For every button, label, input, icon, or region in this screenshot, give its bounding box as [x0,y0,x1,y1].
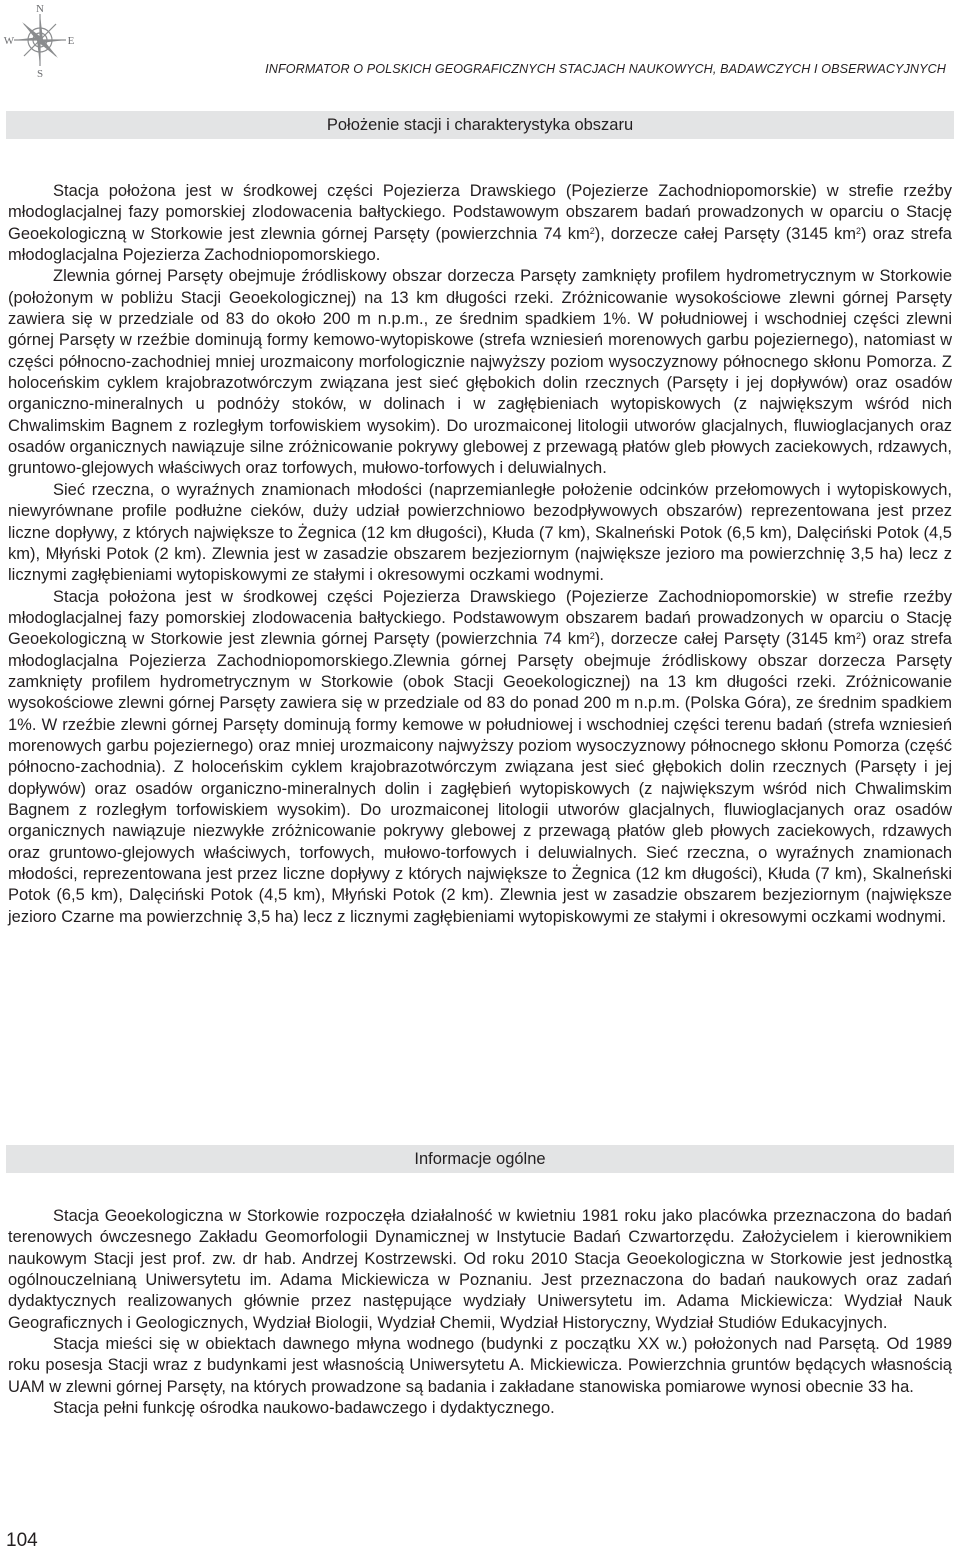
superscript: 2 [589,225,595,236]
section-body-location [8,181,952,928]
paragraph: Sieć rzeczna, o wyraźnych znamionach młodości (naprzemianległe położenie odcinków przełomowych i wytopiskowych, niewyrównane profile podłużne cieków, duży udział powierzchniowo bezodpływowych obszarów) reprezentowana jest przez liczne dopływy, z których największe to Żegnica (12 km długości), Kłuda (7 km), Skalneński Potok (6,5 km), Dalęciński Potok (4,5 km), Młyński Potok (2 km). Zlewnia jest w zasadzie obszarem bezjeziornym (największe jezioro ma powierzchnię 3,5 ha) lecz z licznymi zagłębieniami wytopiskowymi ze stałymi i okresowymi oczkami wodnymi. [8,480,952,585]
superscript: 2 [856,225,862,236]
running-header: INFORMATOR O POLSKICH GEOGRAFICZNYCH STACJACH NAUKOWYCH, BADAWCZYCH I OBSERWACYJNYCH [265,62,946,76]
text-run: ) oraz strefa młodoglacjalna Pojezierza Zachodniopomorskiego. [8,224,952,265]
compass-e-label: E [67,35,75,47]
text-run: ), dorzecze całej Parsęty (3145 km [594,630,857,649]
section-heading-location: Położenie stacji i charakterystyka obszaru [6,111,954,139]
paragraph: Stacja Geoekologiczna w Storkowie rozpoczęła działalność w kwietniu 1981 roku jako placówka przeznaczona do badań terenowych ówczesnego Zakładu Geomorfologii Dynamicznej w Instytucie Badań Czwartorzędu. Założycielem i kierownikiem naukowym Stacji jest prof. zw. dr hab. Andrzej Kostrzewski. Od roku 2010 Stacja Geoekologiczna w Storkowie jest jednostką ogólnouczelnianą Uniwersytetu im. Adama Mickiewicza w Poznaniu. Jest przeznaczona do badań naukowych oraz zadań dydaktycznych realizowanych głównie przez następujące wydziały Uniwersytetu im. Adama Mickiewicza: Wydział Nauk Geograficznych i Geologicznych, Wydział Biologii, Wydział Chemii, Wydział Historyczny, Wydział Studiów Edukacyjnych. [8,1207,952,1332]
text-run: Stacja położona jest w środkowej części Pojezierza Drawskiego (Pojezierze Zachodniopomorskie) w strefie rzeźby młodoglacjalnej fazy pomorskiej zlodowacenia bałtyckiego. Podstawowym obszarem badań prowadzonych w oparciu o Stację Geoekologiczną w Storkowie jest zlewnia górnej Parsęty (powierzchnia 74 km [8,587,952,649]
compass-s-label: S [36,68,44,80]
text-run: Stacja położona jest w środkowej części Pojezierza Drawskiego (Pojezierze Zachodniopomorskie) w strefie rzeźby młodoglacjalnej fazy pomorskiej zlodowacenia bałtyckiego. Podstawowym obszarem badań prowadzonych w oparciu o Stację Geoekologiczną w Storkowie jest zlewnia górnej Parsęty (powierzchnia 74 km [8,182,952,243]
text-run: ) oraz strefa młodoglacjalna Pojezierza Zachodniopomorskiego.Zlewnia górnej Parsęty obejmuje źródliskowy obszar dorzecza Parsęty zamknięty profilem hydrometrycznym w Storkowie (obok Stacji Geoekologicznej) na 13 km długości rzeki. Zróżnicowanie wysokościowe zlewni górnej Parsęty zawiera się w przedziale od 83 do ponad 200 m n.p.m. (Polska Góra), ze średnim spadkiem 1%. W rzeźbie zlewni górnej Parsęty dominują formy kemowe w południowej i wschodniej części terenu badań (strefa wzniesień morenowych garbu pojeziernego) oraz mniej urozmaicony najwyższy poziom wysoczyznowy północnego skłonu Pomorza (część północno-zachodnia). Z holoceńskim cyklem krajobrazotwórczym związana jest sieć głębokich dolin rzecznych (Parsęty i jej dopływów) oraz osadów organiczno-mineralnych dolin i zagłębień wytopiskowych (z największym wśród nich Chwalimskim Bagnem z rozległym torfowiskiem wysokim). Do urozmaiconej litologii utworów glacjalnych, fluwioglacjanych oraz osadów organicznych nawiązuje niezwykłe zróżnicowanie pokrywy glebowej z przewagą płatów gleb płowych zaciekowych, rdzawych oraz gruntowo-glejowych właściwych, torfowych, mułowo-torfowych i deluwialnych. Sieć rzeczna, o wyraźnych znamionach młodości, reprezentowana jest przez liczne dopływy z których największe to Żegnica (12 km długości), Kłuda (7 km), Skalneński Potok (6,5 km), Dalęciński Potok (4,5 km), Młyński Potok (2 km). Zlewnia jest w zasadzie obszarem bezjeziornym (największe jezioro Czarne ma powierzchnię 3,5 ha) lecz z licznymi zagłębieniami wytopiskowymi ze stałymi i okresowymi oczkami wodnymi. [8,630,952,926]
section-heading-general-info: Informacje ogólne [6,1145,954,1173]
superscript: 2 [589,631,595,642]
compass-rose-icon [0,0,80,80]
section-body-general-info [8,1206,952,1419]
paragraph: Zlewnia górnej Parsęty obejmuje źródliskowy obszar dorzecza Parsęty zamknięty profilem hydrometrycznym w Storkowie (położonym w pobliżu Stacji Geoekologicznej) na 13 km długości rzeki. Zróżnicowanie wysokościowe zlewni górnej Parsęty zawiera się w przedziale od 83 do około 200 m n.p.m., ze średnim spadkiem 1%. W południowej i wschodniej części zlewni górnej Parsęty w rzeźbie dominują formy kemowo-wytopiskowe (strefa wzniesień morenowych garbu pojeziernego), natomiast w części północno-zachodniej mniej urozmaicony morfologicznie najwyższy poziom wysoczyznowy północnego skłonu Pomorza. Z holoceńskim cyklem krajobrazotwórczym związana jest sieć głębokich dolin rzecznych (Parsęty i jej dopływów) oraz osadów organiczno-mineralnych u podnóży stoków, w dolinach i w zagłębieniach wytopiskowych (z największym wśród nich Chwalimskim Bagnem z rozległym torfowiskiem wysokim). Do urozmaiconej litologii utworów glacjalnych, fluwioglacjanych oraz osadów organicznych nawiązuje silne zróżnicowanie pokrywy glebowej z przewagą płatów gleb płowych zaciekowych, rdzawych, gruntowo-glejowych właściwych oraz torfowych, mułowo-torfowych i deluwialnych. [8,267,952,478]
text-run: ), dorzecze całej Parsęty (3145 km [594,224,857,243]
paragraph: Stacja mieści się w obiektach dawnego młyna wodnego (budynki z początku XX w.) położonych nad Parsętą. Od 1989 roku posesja Stacji wraz z budynkami jest własnością Uniwersytetu A. Mickiewicza. Powierzchnia gruntów będących własnością UAM w zlewni górnej Parsęty, na których prowadzone są badania i zakładane stanowiska pomiarowe wynosi obecnie 33 ha. [8,1335,952,1396]
compass-w-label: W [3,35,15,47]
compass-rose-logo [0,0,80,80]
paragraph [8,181,952,266]
page-number: 104 [6,1530,38,1551]
superscript: 2 [856,631,862,642]
paragraph [8,587,952,929]
compass-n-label: N [36,3,44,15]
paragraph: Stacja pełni funkcję ośrodka naukowo-badawczego i dydaktycznego. [53,1399,555,1418]
